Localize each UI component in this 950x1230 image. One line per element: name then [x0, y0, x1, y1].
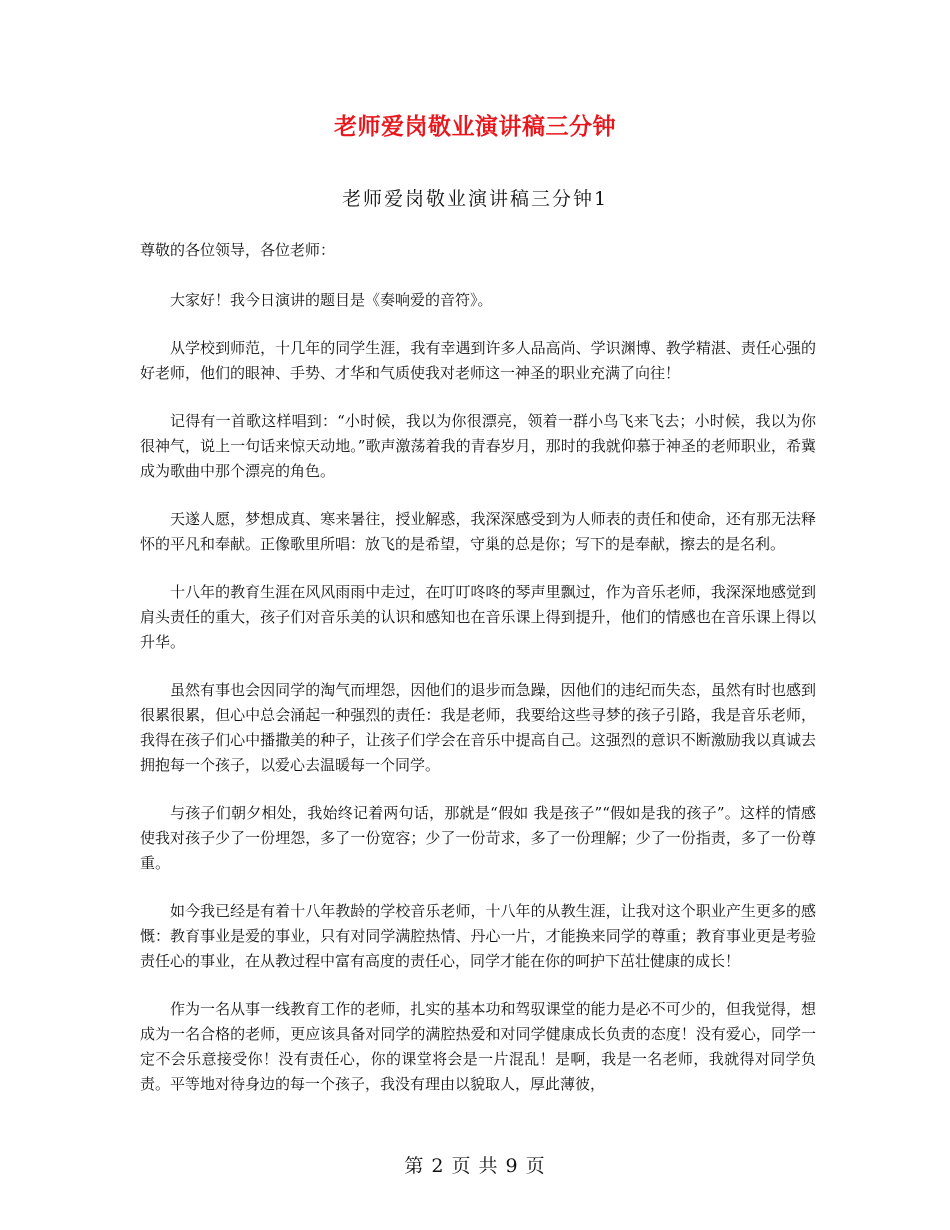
section-title: 老师爱岗敬业演讲稿三分钟1 [341, 188, 609, 210]
paragraph: 大家好！我今日演讲的题目是《奏响爱的音符》。 [170, 291, 493, 309]
paragraph: 作为一名从事一线教育工作的老师，扎实的基本功和驾驭课堂的能力是必不可少的，但我觉得，想成为一名合格的老师，更应该具备对同学的满腔热爱和对同学健康成长负责的态度！没有爱心，同学一定不会乐意接受你！没有责任心，你的课堂将会是一片混乱！是啊，我是一名老师，我就得对同学负责。平等地对待身边的每一个孩子，我没有理由以貌取人，厚此薄彼， [140, 1000, 816, 1093]
paragraph: 记得有一首歌这样唱到：“小时候，我以为你很漂亮，领着一群小鸟飞来飞去；小时候，我以为你很神气，说上一句话来惊天动地。”歌声激荡着我的青春岁月，那时的我就仰慕于神圣的老师职业，希冀成为歌曲中那个漂亮的角色。 [140, 412, 816, 480]
paragraph: 虽然有事也会因同学的淘气而埋怨，因他们的退步而急躁，因他们的违纪而失态，虽然有时也感到很累很累，但心中总会涌起一种强烈的责任：我是老师，我要给这些寻梦的孩子引路，我是音乐老师，我得在孩子们心中播撒美的种子，让孩子们学会在音乐中提高自己。这强烈的意识不断激励我以真诚去拥抱每一个孩子，以爱心去温暖每一个同学。 [140, 681, 816, 774]
salutation: 尊敬的各位领导，各位老师： [140, 241, 336, 259]
paragraph: 天遂人愿，梦想成真、寒来暑往，授业解惑，我深深感受到为人师表的责任和使命，还有那无法释怀的平凡和奉献。正像歌里所唱：放飞的是希望，守巢的总是你；写下的是奉献，擦去的是名利。 [140, 510, 816, 553]
page-number-footer: 第 2 页 共 9 页 [404, 1155, 546, 1177]
paragraph: 与孩子们朝夕相处，我始终记着两句话，那就是“假如 我是孩子”“假如是我的孩子”。这样的情感使我对孩子少了一份埋怨，多了一份宽容；少了一份苛求，多了一份理解；少了一份指责，多了一份尊重。 [140, 804, 816, 872]
document-title: 老师爱岗敬业演讲稿三分钟 [334, 114, 616, 140]
document-body [140, 238, 816, 1097]
paragraph: 十八年的教育生涯在风风雨雨中走过，在叮叮咚咚的琴声里飘过，作为音乐老师，我深深地感觉到肩头责任的重大，孩子们对音乐美的认识和感知也在音乐课上得到提升，他们的情感也在音乐课上得以升华。 [140, 583, 816, 651]
paragraph: 从学校到师范，十几年的同学生涯，我有幸遇到许多人品高尚、学识渊博、教学精湛、责任心强的好老师，他们的眼神、手势、才华和气质使我对老师这一神圣的职业充满了向往！ [140, 339, 816, 382]
paragraph: 如今我已经是有着十八年教龄的学校音乐老师，十八年的从教生涯，让我对这个职业产生更多的感慨：教育事业是爱的事业，只有对同学满腔热情、丹心一片，才能换来同学的尊重；教育事业更是考验责任心的事业，在从教过程中富有高度的责任心，同学才能在你的呵护下茁壮健康的成长！ [140, 902, 816, 970]
